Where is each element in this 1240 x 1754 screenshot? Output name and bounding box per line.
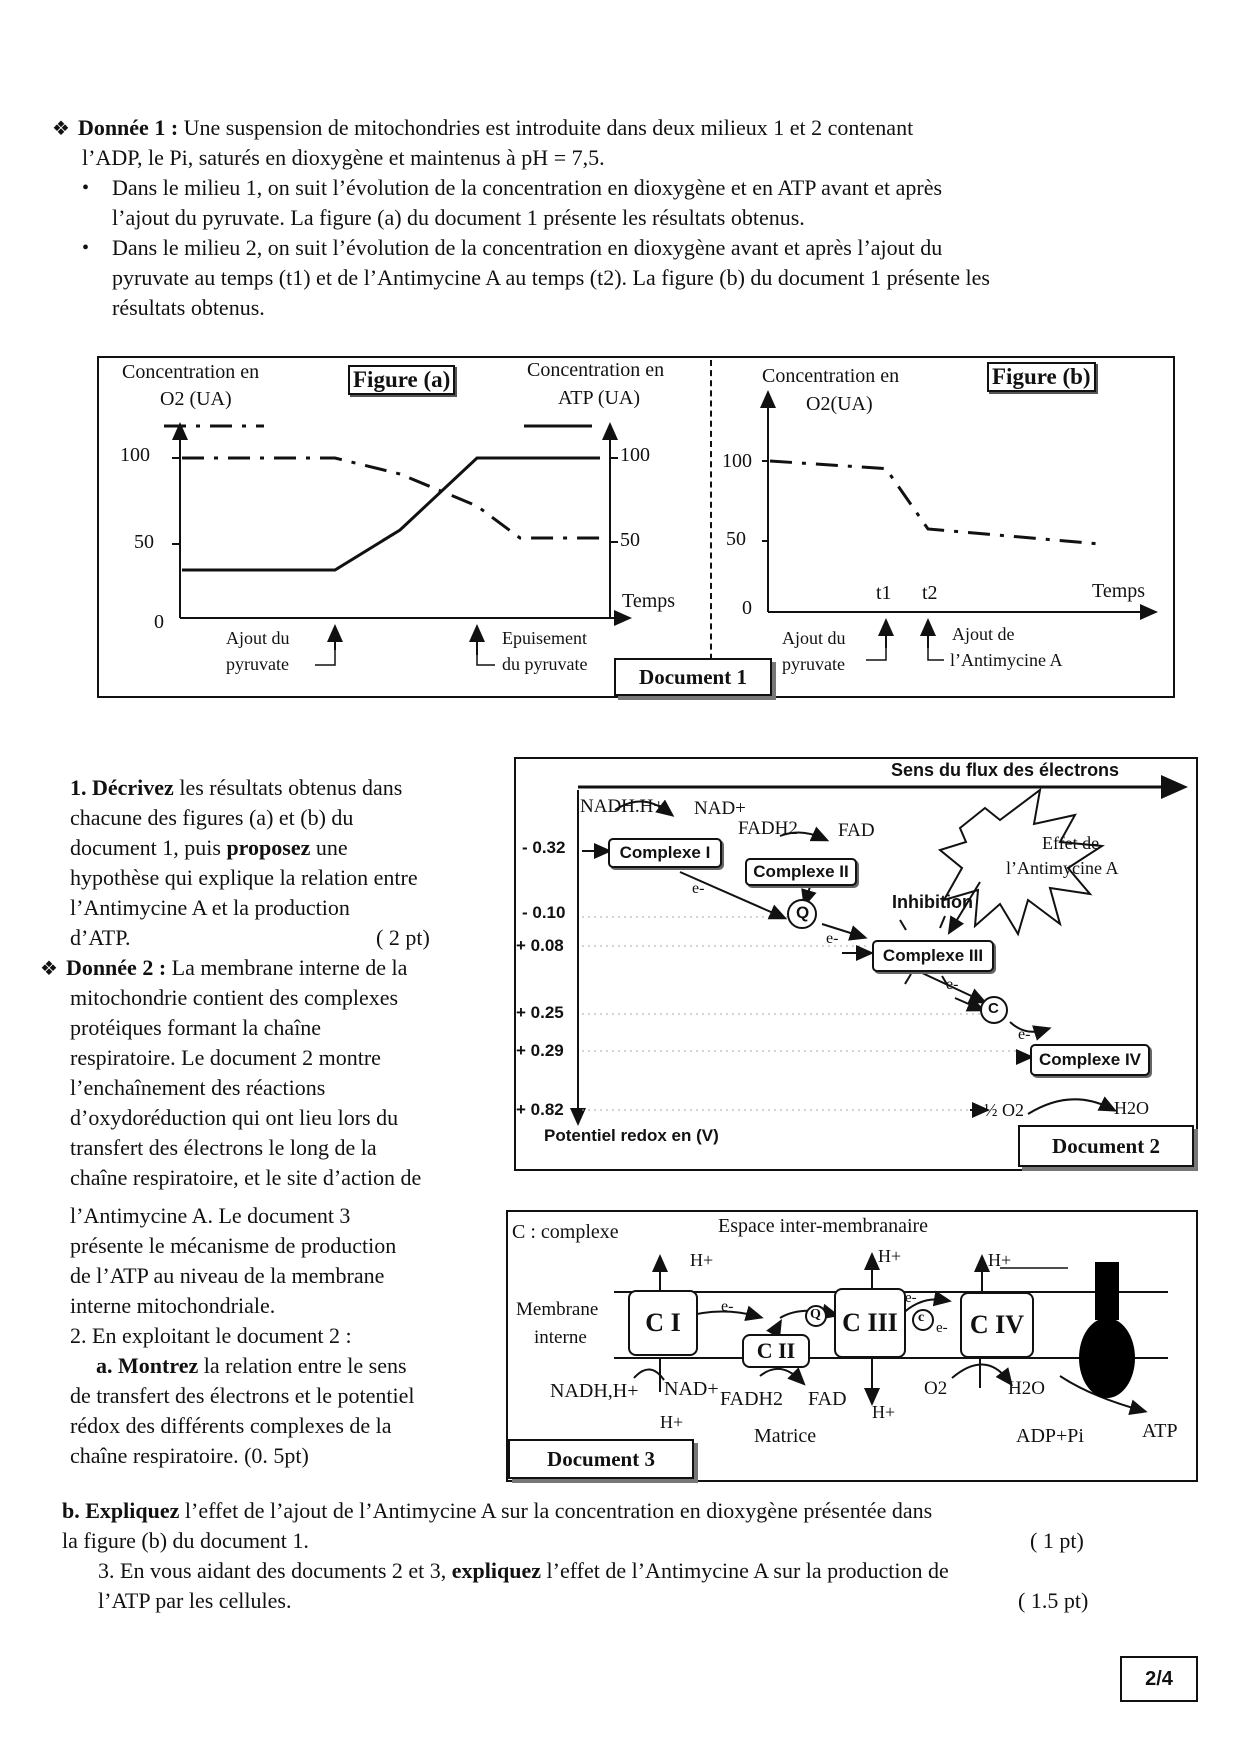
figb-tick-100: 100 — [722, 450, 752, 472]
figb-annot1-l2: pyruvate — [782, 654, 845, 674]
donnee2-title: Donnée 2 : — [65, 955, 167, 980]
figa-annot2-l2: du pyruvate — [502, 654, 588, 674]
q3-line1 — [98, 1556, 949, 1586]
figb-ylabel-l2: O2(UA) — [806, 393, 873, 415]
figa-annot2-l1: Epuisement — [502, 628, 587, 648]
doc3-c-label: c — [918, 1310, 925, 1325]
figa-ylabel-left-l1: Concentration en — [122, 361, 260, 383]
donnee2-l10: présente le mécanisme de production — [70, 1233, 397, 1258]
figure-b-label: Figure (b) — [987, 362, 1096, 392]
doc2-complexe-1: Complexe I — [608, 838, 722, 868]
doc2-electron-3: e- — [946, 976, 959, 993]
q1-l3: document 1, puis — [70, 835, 221, 860]
doc2-electron-1: e- — [692, 880, 705, 897]
doc3-membrane-l2: interne — [534, 1327, 587, 1348]
figb-tick-0: 0 — [742, 597, 752, 619]
doc3-fad: FAD — [808, 1388, 847, 1410]
doc3-espace: Espace inter-membranaire — [718, 1215, 929, 1237]
doc3-legend: C : complexe — [512, 1221, 619, 1243]
bullet2-line1: • Dans le milieu 2, on suit l’évolution de la concentration en dioxygène avant et après l’ajout du — [112, 233, 942, 263]
document3-label: Document 3 — [508, 1439, 694, 1479]
figb-annot2-l2: l’Antimycine A — [950, 650, 1063, 670]
doc3-adp: ADP+Pi — [1016, 1425, 1084, 1447]
figa-ylabel-right-l2: ATP (UA) — [558, 387, 641, 409]
doc3-q-label: Q — [810, 1307, 821, 1322]
doc3-membrane-l1: Membrane — [516, 1299, 599, 1320]
q2-line1: 2. En exploitant le document 2 : — [70, 1323, 352, 1348]
doc3-h-civ: H+ — [988, 1250, 1012, 1270]
figa-ylabel-left-l2: O2 (UA) — [160, 388, 232, 410]
figb-t2: t2 — [922, 582, 938, 604]
q2b-line1 — [62, 1496, 932, 1526]
q2a-line4: chaîne respiratoire. (0. 5pt) — [70, 1443, 309, 1468]
donnee2-l11: de l’ATP au niveau de la membrane — [70, 1263, 385, 1288]
document2-label: Document 2 — [1018, 1125, 1194, 1167]
atp-synthase-head — [1079, 1318, 1135, 1398]
q2a-line3: rédox des différents complexes de la — [70, 1413, 392, 1438]
doc2-fad: FAD — [838, 820, 875, 841]
donnee1-text2: l’ADP, le Pi, saturés en dioxygène et maintenus à pH = 7,5. — [82, 145, 605, 170]
doc3-electron-1: e- — [721, 1298, 734, 1315]
bullet2-line2: pyruvate au temps (t1) et de l’Antimycine A au temps (t2). La figure (b) du document 1 présente les — [112, 265, 990, 290]
doc3-h2o: H2O — [1008, 1378, 1045, 1399]
figb-xlabel: Temps — [1092, 580, 1146, 602]
q1-num: 1. — [70, 775, 87, 800]
doc3-complex-civ: C IV — [960, 1292, 1034, 1358]
q2a-num: a. — [96, 1353, 113, 1378]
donnee2-l3: protéiques formant la chaîne — [70, 1015, 322, 1040]
q2a-line2: de transfert des électrons et le potentiel — [70, 1383, 415, 1408]
q2b-verb: Expliquez — [79, 1498, 180, 1523]
donnee2-l5: l’enchaînement des réactions — [70, 1075, 326, 1100]
q1-verb1: Décrivez — [86, 775, 174, 800]
figa-annot1-l1: Ajout du — [226, 628, 290, 648]
q2a-l1: la relation entre le sens — [198, 1353, 407, 1378]
bullet1-line2: l’ajout du pyruvate. La figure (a) du document 1 présente les résultats obtenus. — [112, 205, 805, 230]
redox-p5: + 0.29 — [516, 1041, 564, 1060]
donnee2-l7: transfert des électrons le long de la — [70, 1135, 377, 1160]
doc3-h-matrix-2: H+ — [872, 1402, 896, 1422]
q3-num: 3. — [98, 1558, 115, 1583]
doc3-nadh: NADH,H+ — [550, 1380, 639, 1402]
donnee2-l2: mitochondrie contient des complexes — [70, 985, 399, 1010]
figa-xlabel: Temps — [622, 590, 676, 612]
page-number: 2/4 — [1120, 1656, 1198, 1702]
doc2-electron-2: e- — [826, 930, 839, 947]
doc2-effet-l2: l’Antimycine A — [1006, 858, 1119, 878]
figb-ylabel-l1: Concentration en — [762, 365, 900, 387]
q1-points: ( 2 pt) — [376, 925, 430, 950]
donnee2-l1: La membrane interne de la — [166, 955, 408, 980]
redox-axis-title: Potentiel redox en (V) — [544, 1126, 719, 1145]
doc2-c-label: C — [988, 1000, 999, 1017]
figb-tick-50: 50 — [726, 528, 746, 550]
figa-ylabel-right-l1: Concentration en — [527, 359, 665, 381]
doc2-inhibition: Inhibition — [892, 892, 973, 912]
q2b-points: ( 1 pt) — [1030, 1528, 1084, 1553]
donnee2-l6: d’oxydoréduction qui ont lieu lors du — [70, 1105, 399, 1130]
doc2-o2: ½ O2 — [984, 1100, 1024, 1120]
q2b-line2: la figure (b) du document 1. — [62, 1528, 309, 1553]
figb-annot1-l1: Ajout du — [782, 628, 846, 648]
doc2-complexe-4: Complexe IV — [1030, 1044, 1150, 1076]
q1-line4: hypothèse qui explique la relation entre — [70, 865, 418, 890]
redox-p6: + 0.82 — [516, 1100, 564, 1119]
document1-label: Document 1 — [614, 658, 772, 696]
diamond-bullet-icon: ❖ — [52, 118, 70, 140]
doc3-atp: ATP — [1142, 1420, 1178, 1442]
q3-points: ( 1.5 pt) — [1018, 1588, 1089, 1613]
doc3-complex-ci: C I — [628, 1290, 698, 1356]
q2b-num: b. — [62, 1498, 80, 1523]
doc2-nad: NAD+ — [694, 798, 746, 819]
doc3-h-matrix-1: H+ — [660, 1412, 684, 1432]
redox-p2: - 0.10 — [522, 903, 566, 922]
doc2-electron-4: e- — [1018, 1026, 1031, 1043]
atp-synthase-stalk — [1095, 1262, 1119, 1320]
doc2-complexe-2: Complexe II — [745, 858, 857, 886]
q2a-verb: Montrez — [112, 1353, 199, 1378]
doc2-nadh: NADH.H+ — [580, 796, 665, 817]
doc3-matrice: Matrice — [754, 1425, 817, 1447]
figb-annot2-l1: Ajout de — [952, 624, 1015, 644]
doc2-complexe-3: Complexe III — [872, 940, 994, 972]
redox-p4: + 0.25 — [516, 1003, 564, 1022]
q1-l1: les résultats obtenus dans — [173, 775, 403, 800]
figa-tick-r50: 50 — [620, 529, 640, 551]
doc3-electron-2: e- — [905, 1290, 917, 1306]
doc2-q-label: Q — [796, 903, 810, 922]
q1-verb2: proposez — [220, 835, 311, 860]
doc3-h-ci: H+ — [690, 1250, 714, 1270]
redox-p1: - 0.32 — [522, 838, 566, 857]
flow-title: Sens du flux des électrons — [891, 760, 1120, 780]
q3-line2: l’ATP par les cellules. — [98, 1588, 292, 1613]
donnee2-l9: l’Antimycine A. Le document 3 — [70, 1203, 351, 1228]
doc3-h-ciii: H+ — [878, 1246, 902, 1266]
doc2-h2o: H2O — [1114, 1098, 1149, 1118]
doc3-complex-ciii: C III — [834, 1288, 906, 1358]
q2b-l1: l’effet de l’ajout de l’Antimycine A sur la concentration en dioxygène présentée dans — [179, 1498, 933, 1523]
bullet1-line1: • Dans le milieu 1, on suit l’évolution de la concentration en dioxygène et en ATP avant et après — [112, 173, 942, 203]
figa-tick-r100: 100 — [620, 444, 650, 466]
redox-p3: + 0.08 — [516, 936, 564, 955]
figa-tick-0: 0 — [154, 611, 164, 633]
doc3-fadh2: FADH2 — [720, 1388, 783, 1410]
figure-a-label: Figure (a) — [348, 365, 455, 395]
doc3-fadh2-curve — [760, 1369, 800, 1380]
bullet2-line3: résultats obtenus. — [112, 295, 265, 320]
q1-line2: chacune des figures (a) et (b) du — [70, 805, 354, 830]
q3-l1: En vous aidant des documents 2 et 3, — [114, 1558, 447, 1583]
q1-line5: l’Antimycine A et la production — [70, 895, 350, 920]
figb-t1: t1 — [876, 582, 892, 604]
q1-l3b: une — [310, 835, 348, 860]
q3-l1b: l’effet de l’Antimycine A sur la production de — [541, 1558, 949, 1583]
donnee2-l12: interne mitochondriale. — [70, 1293, 276, 1318]
donnee2-l4: respiratoire. Le document 2 montre — [70, 1045, 381, 1070]
figa-annot1-l2: pyruvate — [226, 654, 289, 674]
doc3-nad: NAD+ — [664, 1378, 719, 1400]
doc2-effet-l1: Effet de — [1042, 833, 1100, 853]
doc3-o2: O2 — [924, 1378, 948, 1399]
doc3-complex-cii: C II — [742, 1334, 810, 1368]
figa-tick-50: 50 — [134, 531, 154, 553]
doc2-fadh2: FADH2 — [738, 818, 798, 839]
donnee1-title: Donnée 1 : — [77, 115, 179, 140]
figa-tick-100: 100 — [120, 444, 150, 466]
donnee2-l8: chaîne respiratoire, et le site d’action de — [70, 1165, 422, 1190]
donnee1-text1: Une suspension de mitochondries est introduite dans deux milieux 1 et 2 contenant — [178, 115, 914, 140]
diamond-bullet-icon: ❖ — [40, 958, 58, 980]
doc3-electron-3: e- — [936, 1320, 948, 1336]
q3-verb: expliquez — [446, 1558, 542, 1583]
q1-line6: d’ATP. — [70, 925, 131, 950]
